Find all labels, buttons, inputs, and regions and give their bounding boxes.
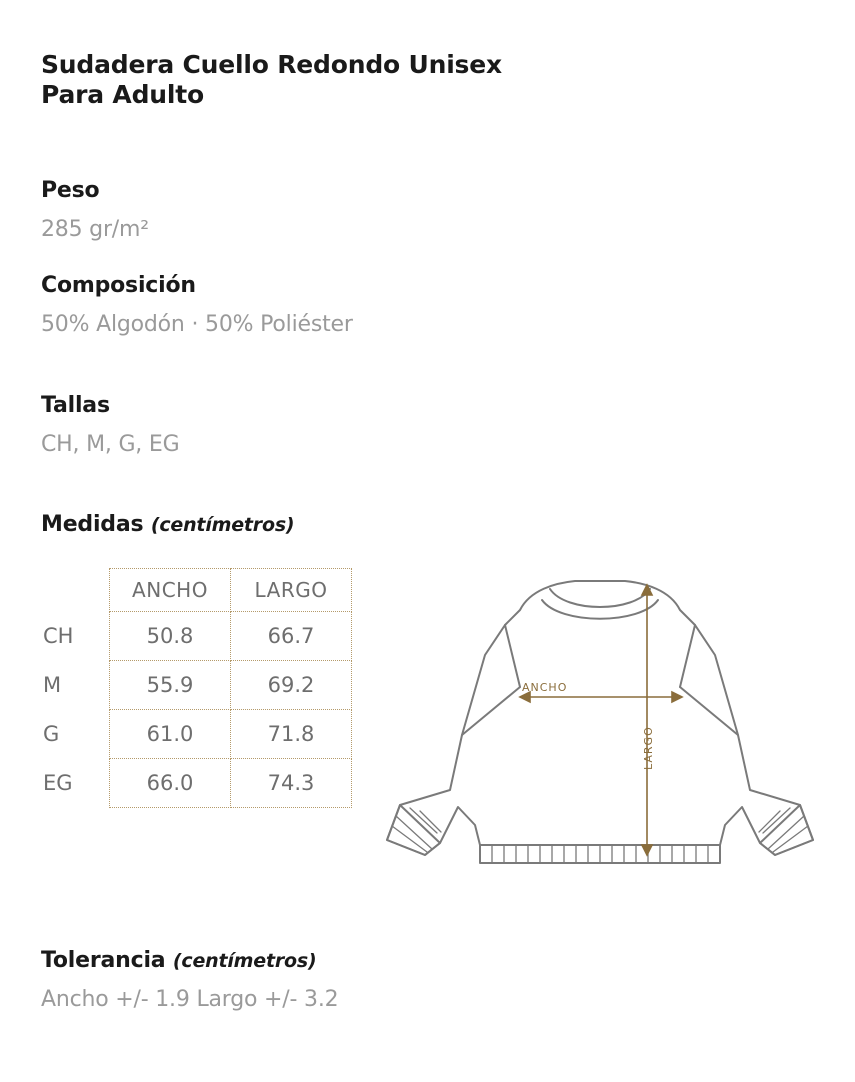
- garment-illustration: [370, 555, 830, 885]
- row-size-label: CH: [43, 624, 74, 648]
- row-size-label: M: [43, 673, 62, 697]
- tolerance-heading: [41, 948, 316, 973]
- tolerance-label: Tolerancia: [41, 948, 166, 973]
- ancho-measure-label: ANCHO: [522, 681, 568, 694]
- cell-largo: 66.7: [231, 612, 352, 661]
- table-row: [41, 661, 352, 710]
- cell-largo: 74.3: [231, 759, 352, 808]
- cell-largo: 71.8: [231, 710, 352, 759]
- table-row: [41, 612, 352, 661]
- size-table-wrapper: [41, 568, 361, 808]
- cell-largo: 69.2: [231, 661, 352, 710]
- sizes-value: CH, M, G, EG: [41, 432, 180, 457]
- length-arrow-icon: [642, 585, 652, 855]
- cell-ancho: 55.9: [110, 661, 231, 710]
- measures-unit: (centímetros): [150, 514, 295, 536]
- row-size-label: G: [43, 722, 60, 746]
- largo-measure-label: LARGO: [642, 726, 655, 770]
- cell-ancho: 61.0: [110, 710, 231, 759]
- weight-label: Peso: [41, 178, 100, 203]
- measures-label: Medidas: [41, 512, 144, 537]
- table-corner-cell: [41, 569, 110, 612]
- composition-label: Composición: [41, 273, 196, 298]
- table-header-row: [41, 569, 352, 612]
- composition-value: 50% Algodón · 50% Poliéster: [41, 312, 353, 337]
- sweatshirt-diagram-svg: [370, 555, 830, 885]
- column-header-ancho: ANCHO: [110, 569, 231, 612]
- size-table: [41, 568, 352, 808]
- table-row: [41, 710, 352, 759]
- table-row: [41, 759, 352, 808]
- page-title: Sudadera Cuello Redondo Unisex Para Adulto: [41, 50, 502, 109]
- measures-heading: [41, 512, 294, 537]
- cell-ancho: 66.0: [110, 759, 231, 808]
- row-size-label: EG: [43, 771, 73, 795]
- column-header-largo: LARGO: [231, 569, 352, 612]
- sweatshirt-outline-icon: [387, 581, 813, 863]
- tolerance-value: Ancho +/- 1.9 Largo +/- 3.2: [41, 987, 339, 1012]
- weight-value: 285 gr/m²: [41, 217, 149, 242]
- tolerance-unit: (centímetros): [172, 950, 317, 972]
- sizes-label: Tallas: [41, 393, 110, 418]
- cell-ancho: 50.8: [110, 612, 231, 661]
